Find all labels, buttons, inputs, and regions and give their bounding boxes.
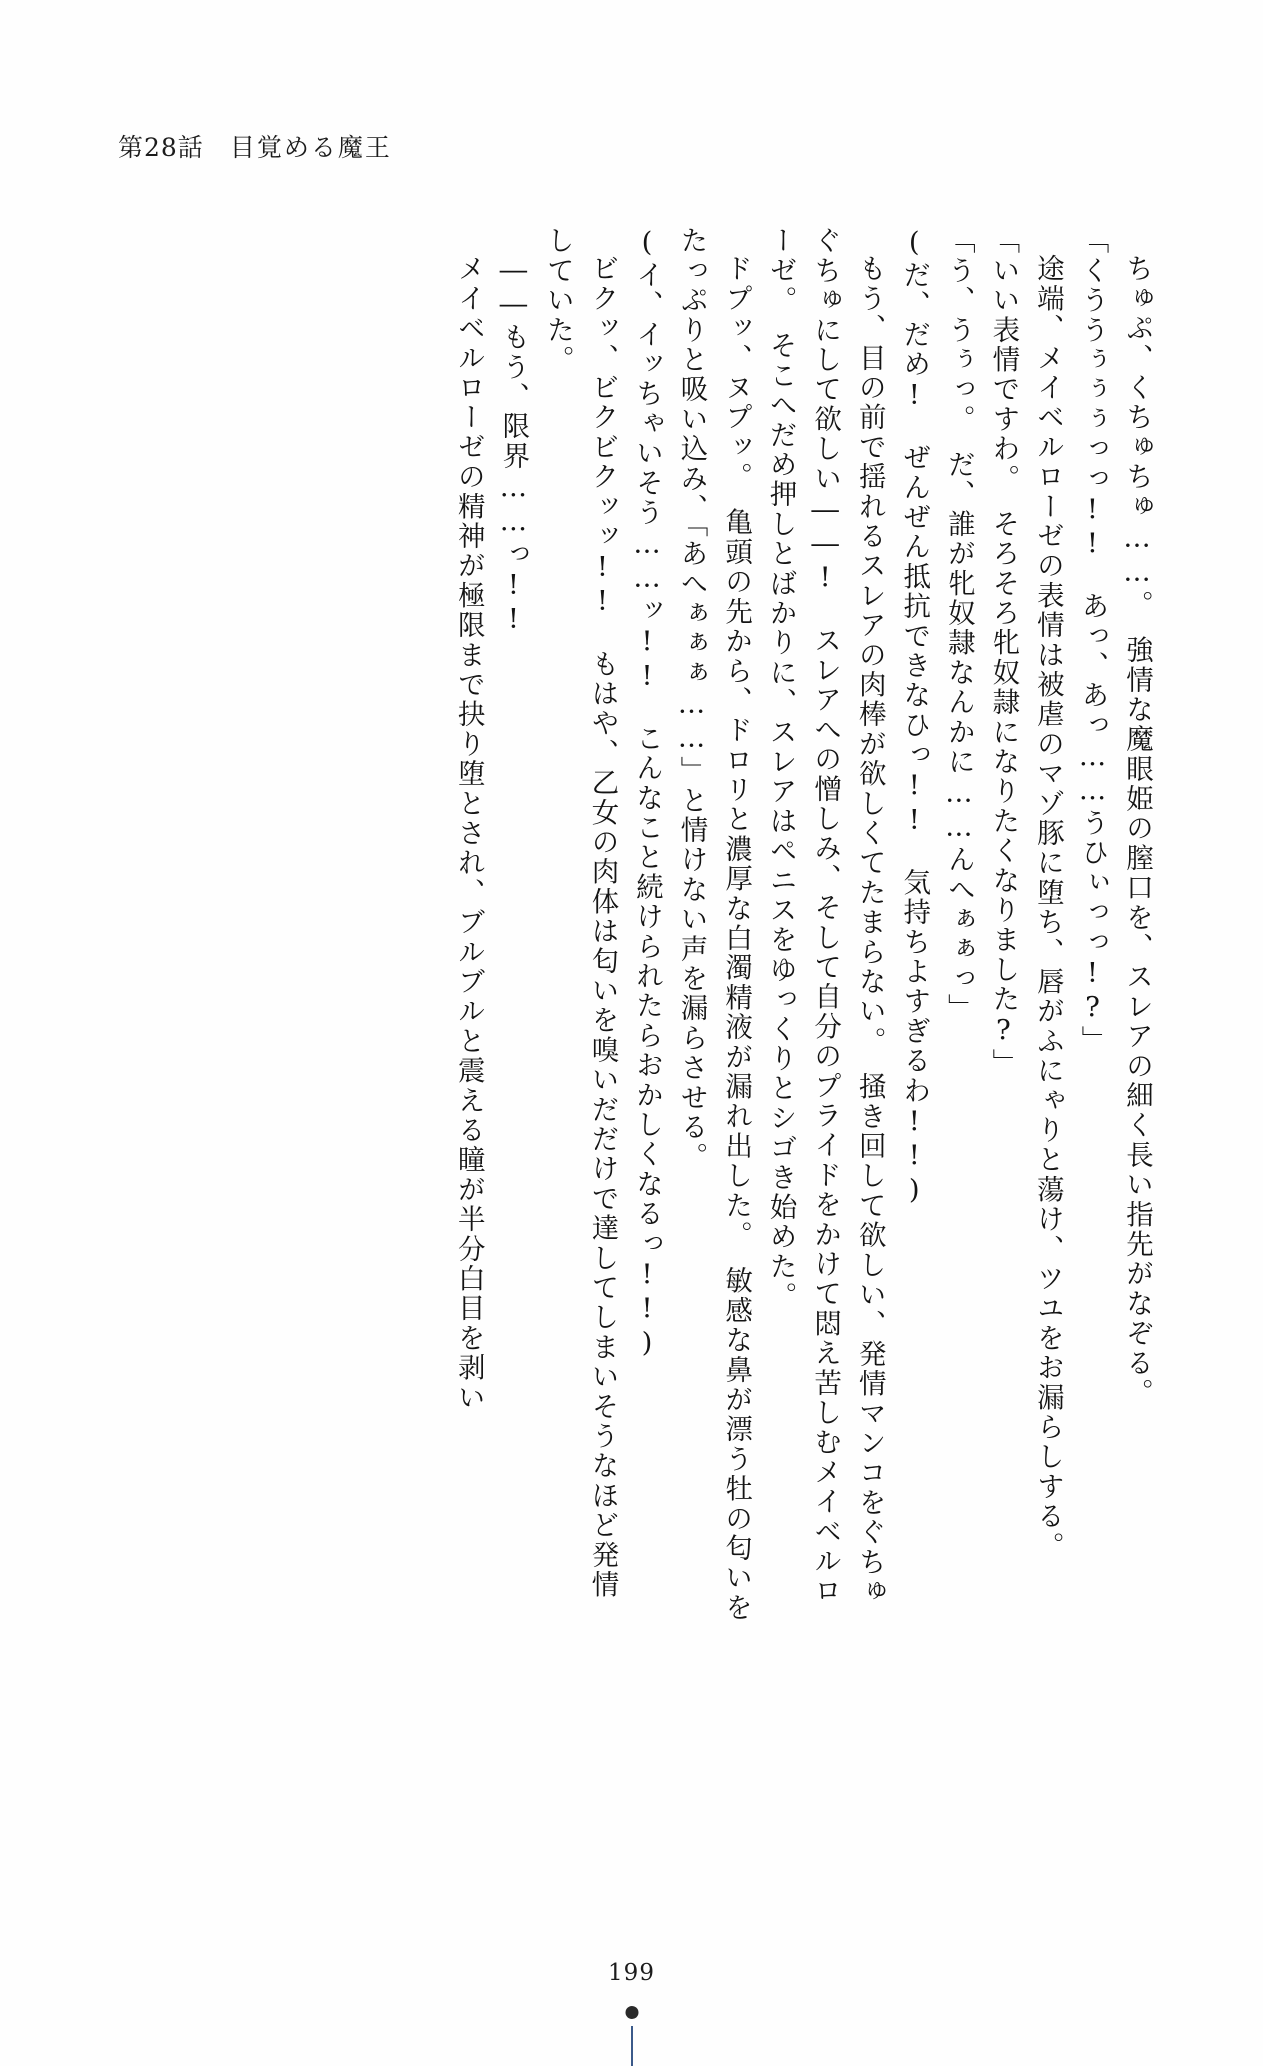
paragraph: メイベルローゼの精神が極限まで抉り堕とされ、ブルブルと震える瞳が半分白目を剥い bbox=[452, 254, 485, 1413]
page-footer-ornament bbox=[619, 2006, 645, 2066]
running-head-chapter-title: 目覚める魔王 bbox=[229, 133, 392, 162]
paragraph: 「いい表情ですわ。 そろそろ牝奴隷になりたくなりました?」 bbox=[987, 226, 1020, 1079]
paragraph: 途端、メイベルローゼの表情は被虐のマゾ豚に堕ち、唇がふにゃりと蕩け、ツユをお漏らしする。 bbox=[1031, 254, 1064, 1561]
vertical-text-body bbox=[446, 226, 1159, 1626]
paragraph: もう、目の前で揺れるスレアの肉棒が欲しくてたまらない。 掻き回して欲しい、発情マンコをぐちゅぐちゅにして欲しい――! スレアへの憎しみ、そして自分のプライドをかけて悶え苦しむメイベルローゼ。 そこへだめ押しとばかりに、スレアはペニスをゆっくりとシゴき始めた。 bbox=[764, 226, 886, 1607]
paragraph: (だ、だめ! ぜんぜん抵抗できなひっ!! 気持ちよすぎるわ!!) bbox=[898, 226, 931, 1208]
paragraph: (イ、イッちゃいそう……ッ!! こんなこと続けられたらおかしくなるっ!!) bbox=[630, 226, 663, 1361]
paragraph: ドプッ、ヌプッ。 亀頭の先から、ドロリと濃厚な白濁精液が漏れ出した。 敏感な鼻が漂う牡の匂いをたっぷりと吸い込み、「あへぁぁぁ……」と情けない声を漏らさせる。 bbox=[675, 226, 753, 1623]
page-number: 199 bbox=[608, 1960, 655, 1986]
paragraph: ――もう、限界……っ!! bbox=[497, 254, 530, 638]
paragraph: ちゅぷ、くちゅちゅ……。 強情な魔眼姫の膣口を、スレアの細く長い指先がなぞる。 bbox=[1121, 254, 1153, 1408]
running-head bbox=[118, 128, 392, 164]
paragraph: 「くううぅぅぅっっ!! あっ、あっ……うひぃっっ!?」 bbox=[1076, 226, 1109, 1055]
paragraph: 「う、うぅっ。 だ、誰が牝奴隷なんかに……んへぁぁっ」 bbox=[942, 226, 975, 1024]
running-head-chapter-number: 第28話 bbox=[118, 133, 204, 162]
footer-rule bbox=[631, 2026, 633, 2066]
footer-dot-icon bbox=[625, 2006, 638, 2019]
paragraph: ビクッ、ビクビクッッ!! もはや、乙女の肉体は匂いを嗅いだだけで達してしまいそうなほど発情していた。 bbox=[541, 226, 619, 1600]
